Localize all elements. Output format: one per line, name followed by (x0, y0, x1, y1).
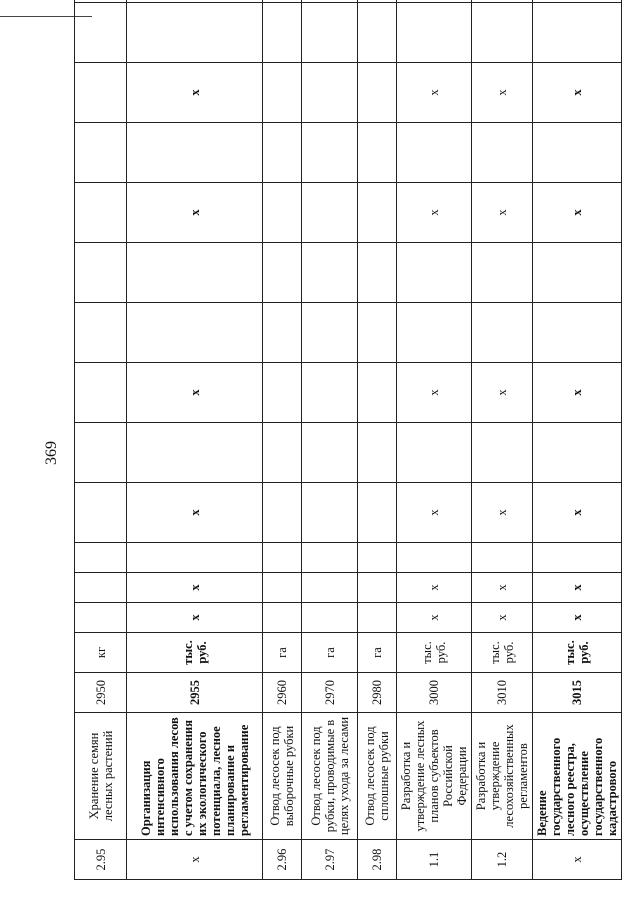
table-row (358, 0, 397, 880)
mark-cell (358, 423, 397, 483)
mark-cell (127, 423, 263, 483)
mark-cell (302, 303, 358, 363)
mark-cell: x (472, 483, 533, 543)
mark-cell (75, 603, 127, 633)
table-row (127, 0, 263, 880)
mark-cell: x (127, 603, 263, 633)
mark-cell (358, 303, 397, 363)
mark-cell (75, 423, 127, 483)
mark-cell (302, 603, 358, 633)
row-number-cell: x (533, 840, 622, 880)
mark-cell: x (533, 183, 622, 243)
mark-cell (358, 363, 397, 423)
row-number-cell: 1.2 (472, 840, 533, 880)
table-row (75, 0, 127, 880)
page-number: 369 (43, 441, 60, 465)
mark-cell (127, 0, 263, 3)
mark-cell (358, 603, 397, 633)
row-label-cell: Разработка и утверждение лесохозяйственных регламентов (472, 713, 533, 840)
row-unit-cell: кг (75, 633, 127, 673)
mark-cell (75, 363, 127, 423)
row-number-cell: 2.96 (263, 840, 302, 880)
row-label-cell: Хранение семян лесных растений (75, 713, 127, 840)
mark-cell: x (533, 363, 622, 423)
mark-cell: x (533, 483, 622, 543)
table-row (533, 0, 622, 880)
row-unit-cell: тыс. руб. (127, 633, 263, 673)
table-row (472, 0, 533, 880)
mark-cell (75, 0, 127, 3)
mark-cell (75, 183, 127, 243)
mark-cell (302, 3, 358, 63)
mark-cell: x (397, 483, 472, 543)
mark-cell: x (472, 363, 533, 423)
row-label-cell: Организация интенсивного использования лесов с учетом сохранения их экологического потенциала, лесное планирование и регламентирование (127, 713, 263, 840)
mark-cell (533, 303, 622, 363)
mark-cell (358, 183, 397, 243)
mark-cell: x (397, 183, 472, 243)
mark-cell: x (127, 363, 263, 423)
mark-cell (397, 543, 472, 573)
mark-cell (302, 423, 358, 483)
mark-cell: x (127, 183, 263, 243)
mark-cell (263, 363, 302, 423)
row-number-cell: 2.97 (302, 840, 358, 880)
mark-cell (397, 123, 472, 183)
mark-cell (302, 573, 358, 603)
mark-cell (263, 183, 302, 243)
mark-cell (472, 123, 533, 183)
mark-cell (302, 543, 358, 573)
row-label-cell: Ведение государственного лесного реестра, осуществление государственного кадастрового (533, 713, 622, 840)
mark-cell (75, 483, 127, 543)
mark-cell (472, 0, 533, 3)
data-table (74, 0, 622, 880)
mark-cell (127, 3, 263, 63)
mark-cell (75, 573, 127, 603)
mark-cell (127, 543, 263, 573)
row-code-cell: 3015 (533, 673, 622, 713)
mark-cell: x (127, 63, 263, 123)
mark-cell (358, 0, 397, 3)
mark-cell: x (472, 573, 533, 603)
mark-cell (533, 423, 622, 483)
mark-cell (75, 543, 127, 573)
mark-cell (472, 303, 533, 363)
row-label-cell: Отвод лесосек под выборочные рубки (263, 713, 302, 840)
row-code-cell: 2960 (263, 673, 302, 713)
mark-cell (127, 243, 263, 303)
table-row (302, 0, 358, 880)
row-unit-cell: га (263, 633, 302, 673)
mark-cell (263, 0, 302, 3)
row-code-cell: 2955 (127, 673, 263, 713)
mark-cell (533, 3, 622, 63)
mark-cell (397, 423, 472, 483)
mark-cell: x (533, 603, 622, 633)
mark-cell: x (397, 363, 472, 423)
mark-cell (263, 483, 302, 543)
row-code-cell: 2950 (75, 673, 127, 713)
mark-cell (533, 243, 622, 303)
mark-cell (75, 123, 127, 183)
mark-cell (302, 123, 358, 183)
mark-cell (263, 3, 302, 63)
row-label-cell: Разработка и утверждение лесных планов субъектов Российской Федерации (397, 713, 472, 840)
mark-cell (75, 243, 127, 303)
mark-cell: x (472, 183, 533, 243)
mark-cell (263, 543, 302, 573)
mark-cell (533, 543, 622, 573)
mark-cell: x (397, 63, 472, 123)
row-number-cell: 2.95 (75, 840, 127, 880)
mark-cell: x (127, 573, 263, 603)
row-label-cell: Отвод лесосек под рубки, проводимые в целях ухода за лесами (302, 713, 358, 840)
row-number-cell: 1.1 (397, 840, 472, 880)
mark-cell (472, 243, 533, 303)
mark-cell (358, 573, 397, 603)
mark-cell (263, 573, 302, 603)
table-row (263, 0, 302, 880)
mark-cell (75, 63, 127, 123)
mark-cell (397, 3, 472, 63)
row-code-cell: 3010 (472, 673, 533, 713)
mark-cell (472, 543, 533, 573)
mark-cell: x (397, 603, 472, 633)
mark-cell: x (472, 603, 533, 633)
mark-cell (302, 63, 358, 123)
mark-cell (263, 303, 302, 363)
row-code-cell: 2980 (358, 673, 397, 713)
row-code-cell: 2970 (302, 673, 358, 713)
mark-cell (533, 123, 622, 183)
table-body (75, 0, 622, 880)
mark-cell (302, 363, 358, 423)
mark-cell (263, 123, 302, 183)
mark-cell (302, 483, 358, 543)
mark-cell: x (472, 63, 533, 123)
row-unit-cell: га (302, 633, 358, 673)
mark-cell (263, 423, 302, 483)
row-unit-cell: тыс. руб. (397, 633, 472, 673)
mark-cell (302, 0, 358, 3)
row-number-cell: 2.98 (358, 840, 397, 880)
mark-cell (358, 243, 397, 303)
row-number-cell: x (127, 840, 263, 880)
rotated-table-frame (74, 20, 619, 880)
mark-cell (533, 0, 622, 3)
mark-cell (263, 63, 302, 123)
row-label-cell: Отвод лесосек под сплошные рубки (358, 713, 397, 840)
row-code-cell: 3000 (397, 673, 472, 713)
mark-cell: x (397, 573, 472, 603)
mark-cell (358, 123, 397, 183)
mark-cell (397, 243, 472, 303)
mark-cell (358, 3, 397, 63)
mark-cell: x (533, 573, 622, 603)
mark-cell (397, 0, 472, 3)
mark-cell: x (127, 483, 263, 543)
table-row (397, 0, 472, 880)
mark-cell (358, 483, 397, 543)
mark-cell (75, 303, 127, 363)
row-unit-cell: га (358, 633, 397, 673)
mark-cell (358, 63, 397, 123)
mark-cell (302, 243, 358, 303)
mark-cell (472, 423, 533, 483)
mark-cell (397, 303, 472, 363)
mark-cell (127, 123, 263, 183)
mark-cell (358, 543, 397, 573)
row-unit-cell: тыс. руб. (533, 633, 622, 673)
mark-cell (263, 603, 302, 633)
mark-cell (263, 243, 302, 303)
mark-cell (127, 303, 263, 363)
mark-cell (75, 3, 127, 63)
mark-cell: x (533, 63, 622, 123)
mark-cell (472, 3, 533, 63)
row-unit-cell: тыс. руб. (472, 633, 533, 673)
mark-cell (302, 183, 358, 243)
